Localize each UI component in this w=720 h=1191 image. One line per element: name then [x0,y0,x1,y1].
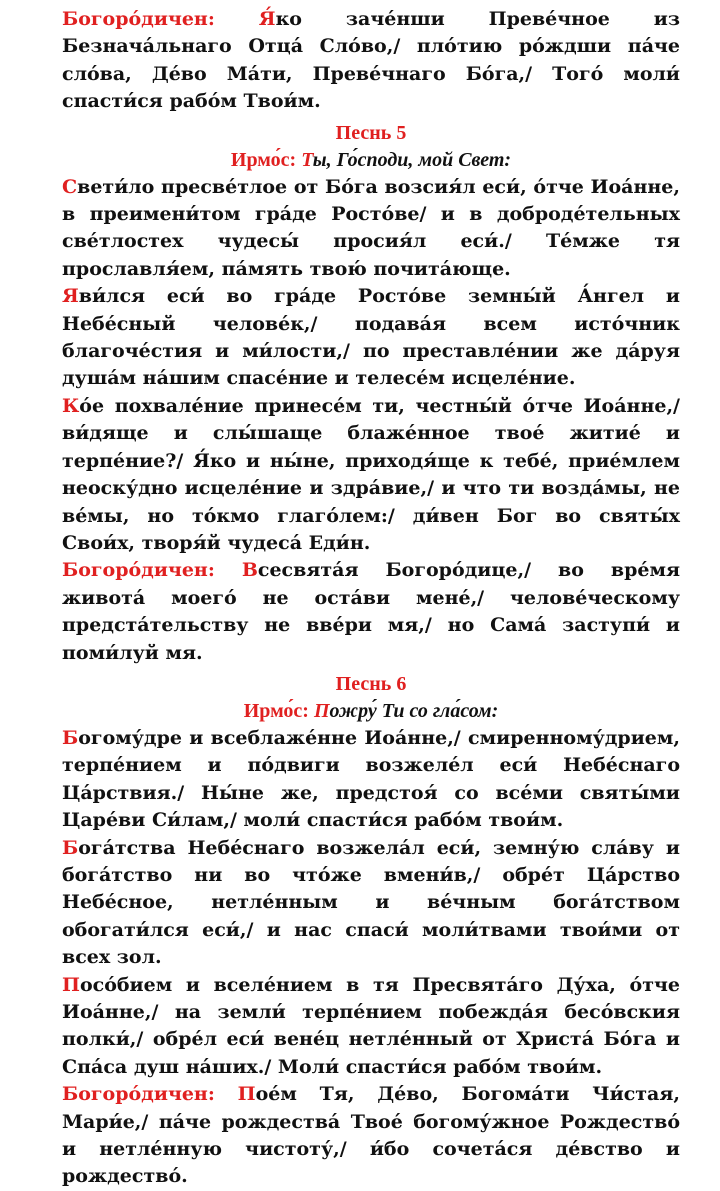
theotokion-label: Богоро́дичен: [62,559,242,582]
irmos-text: ожру́ Ти со гла́сом: [329,699,499,722]
theotokion-label: Богоро́дичен: [62,8,259,30]
verse-text: ви́лся еси́ во гра́де Росто́ве земны́й А́нгел и Небе́сный челове́к,/ подава́я всем исто́чник благоче́стия и ми́лости,/ по преставле́нии же да́руя душа́м на́шим спасе́ние и телесе́м исцеле́ние. [62,285,680,390]
irmos-label: Ирмо́с: [243,699,314,722]
verse-text: осо́бием и вселе́нием в тя Пресвята́го Ду́ха, о́тче Иоа́нне,/ на земли́ терпе́нием побежда́я бесо́вския полки́,/ обре́л еси́ вене́ц нетле́нный от Христа́ Бо́га и Спа́са душ на́ших./ Моли́ спасти́ся рабо́м твои́м. [62,973,680,1078]
irmos-cap: П [313,699,330,722]
verse-text: огому́дре и всеблаже́нне Иоа́нне,/ смиренному́дрием, терпе́нием и по́двиги возжеле́л еси́ Небе́снаго Ца́рствия./ Ны́не же, предстоя́ со все́ми святы́ми Царе́ви Си́лам,/ моли́ спасти́ся рабо́м твои́м. [62,726,680,832]
troparion-5-3 [62,393,680,557]
theotokion-5 [62,557,680,667]
verse-text: вети́ло пресве́тлое от Бо́га возсия́л еси́, о́тче Иоа́нне, в преимени́том гра́де Росто́ве/ и в доброде́тельных све́тлостех чудесы́ просия́л еси́./ Те́мже тя прославля́ем, па́мять твою́ почита́юще. [62,175,680,280]
verse-text: ко заче́нши Преве́чное из Безнача́льнаго Отца́ Сло́во,/ пло́тию ро́ждши па́че сло́ва, Де́во Ма́ти, Преве́чнаго Бо́га,/ Того́ моли́ спасти́ся рабо́м Твои́м. [62,8,680,113]
theotokion-label: Богоро́дичен: [62,1083,238,1106]
verse-text: ое́м Тя, Де́во, Богома́ти Чи́стая, Мари́е,/ па́че рождества́ Твое́ богому́жное Рождество́ и нетле́нную чистоту́,/ и́бо сочета́ся де́вство и рождество́. [62,1083,680,1188]
irmos-text: ы, Го́споди, мой Свет: [312,148,512,171]
dropcap: П [62,973,80,996]
verse-text: о́е похвале́ние принесе́м ти, честны́й о́тче Иоа́нне,/ ви́дяще и слы́шаще блаже́нное твое́ житие́ и терпе́ние?/ Я́ко и ны́не, приходя́ще к тебе́, прие́млем неоску́дно исцеле́ние и здра́вие,/ и что ти возда́мы, не ве́мы, но то́кмо глаго́лем:/ ди́вен Бог во святы́х Свои́х, творя́й чудеса́ Еди́н. [62,394,680,554]
dropcap: С [62,175,78,198]
dropcap: Я́ [258,8,276,30]
troparion-5-2 [62,283,680,393]
irmos-heading-5 [62,147,680,174]
verse-text: ога́тства Небе́снаго возжела́л еси́, земну́ю сла́ву и бога́тство ни во что́же вмени́в,/ обре́т Ца́рство Небе́сное, нетле́нным и ве́чным бога́тством обогати́лся еси́,/ и нас спаси́ моли́твами твои́ми от всех зол. [62,836,680,969]
irmos-heading-6 [62,698,680,725]
irmos-cap: Т [301,148,313,171]
troparion-6-2 [62,835,680,972]
dropcap: К [62,394,80,417]
theotokion-6 [62,1081,680,1191]
song-heading-5: Песнь 5 [335,121,407,144]
song-heading-6: Песнь 6 [335,672,407,695]
dropcap: Б [62,836,79,859]
dropcap: Б [62,726,79,749]
dropcap: П [237,1083,256,1106]
troparion-6-3 [62,972,680,1082]
troparion-6-1 [62,725,680,835]
irmos-label: Ирмо́с: [230,148,302,171]
dropcap: Я [62,285,79,308]
verse-text: сесвята́я Богоро́дице,/ во вре́мя живота́ моего́ не оста́ви мене́,/ челове́ческому предста́тельству не вве́ри мя,/ но Сама́ заступи́ и поми́луй мя. [62,559,680,664]
dropcap: В [241,559,258,582]
theotokion-1 [62,6,680,116]
troparion-5-1 [62,174,680,284]
